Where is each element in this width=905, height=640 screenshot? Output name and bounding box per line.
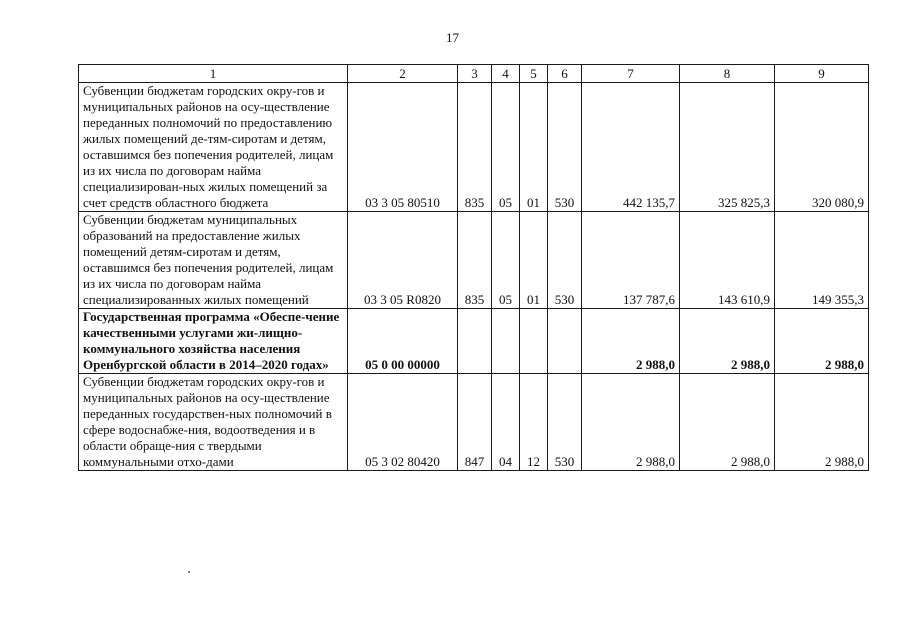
row-subsection: 12 <box>520 374 548 471</box>
header-col-8: 8 <box>680 65 775 83</box>
row-amount-col9: 2 988,0 <box>775 374 869 471</box>
row-name: Государственная программа «Обеспе-чение качественными услугами жи-лищно-коммунального хозяйства населения Оренбургской области в 2014–2020 годах» <box>79 309 348 374</box>
row-amount-col8: 325 825,3 <box>680 83 775 212</box>
scan-speck <box>188 571 190 573</box>
table-row <box>79 83 869 212</box>
row-ministry-code <box>458 309 492 374</box>
row-expense-type: 530 <box>548 374 582 471</box>
row-ministry-code: 847 <box>458 374 492 471</box>
table-row <box>79 212 869 309</box>
row-section: 05 <box>492 83 520 212</box>
row-expense-type: 530 <box>548 83 582 212</box>
row-target-code: 03 3 05 80510 <box>348 83 458 212</box>
header-col-6: 6 <box>548 65 582 83</box>
row-target-code: 05 3 02 80420 <box>348 374 458 471</box>
row-expense-type: 530 <box>548 212 582 309</box>
row-amount-col9: 2 988,0 <box>775 309 869 374</box>
row-amount-col8: 143 610,9 <box>680 212 775 309</box>
header-col-3: 3 <box>458 65 492 83</box>
row-amount-col9: 320 080,9 <box>775 83 869 212</box>
row-subsection <box>520 309 548 374</box>
row-target-code: 03 3 05 R0820 <box>348 212 458 309</box>
row-amount-col8: 2 988,0 <box>680 309 775 374</box>
row-subsection: 01 <box>520 83 548 212</box>
row-amount-col8: 2 988,0 <box>680 374 775 471</box>
row-subsection: 01 <box>520 212 548 309</box>
header-row <box>79 65 869 83</box>
row-section: 05 <box>492 212 520 309</box>
table-row <box>79 374 869 471</box>
row-section: 04 <box>492 374 520 471</box>
row-name: Субвенции бюджетам городских окру-гов и муниципальных районов на осу-ществление переданных полномочий по предоставлению жилых помещений де-тям-сиротам и детям, оставшимся без попечения родителей, лицам из их числа по договорам найма специализирован-ных жилых помещений за счет средств областного бюджета <box>79 83 348 212</box>
row-amount-col9: 149 355,3 <box>775 212 869 309</box>
row-amount-col7: 442 135,7 <box>582 83 680 212</box>
header-col-4: 4 <box>492 65 520 83</box>
row-amount-col7: 2 988,0 <box>582 309 680 374</box>
header-col-5: 5 <box>520 65 548 83</box>
table-row-program <box>79 309 869 374</box>
row-name: Субвенции бюджетам муниципальных образований на предоставление жилых помещений детям-сиротам и детям, оставшимся без попечения родителей, лицам из их числа по договорам найма специализированных жилых помещений <box>79 212 348 309</box>
row-section <box>492 309 520 374</box>
row-amount-col7: 137 787,6 <box>582 212 680 309</box>
row-name: Субвенции бюджетам городских окру-гов и муниципальных районов на осу-ществление переданных государствен-ных полномочий в сфере водоснабже-ния, водоотведения и в области обраще-ния с твердыми коммунальными отхо-дами <box>79 374 348 471</box>
header-col-2: 2 <box>348 65 458 83</box>
row-ministry-code: 835 <box>458 212 492 309</box>
row-ministry-code: 835 <box>458 83 492 212</box>
row-expense-type <box>548 309 582 374</box>
budget-table <box>78 64 869 471</box>
page-number: 17 <box>446 30 459 45</box>
header-col-7: 7 <box>582 65 680 83</box>
header-col-9: 9 <box>775 65 869 83</box>
header-col-1: 1 <box>79 65 348 83</box>
row-amount-col7: 2 988,0 <box>582 374 680 471</box>
row-target-code: 05 0 00 00000 <box>348 309 458 374</box>
